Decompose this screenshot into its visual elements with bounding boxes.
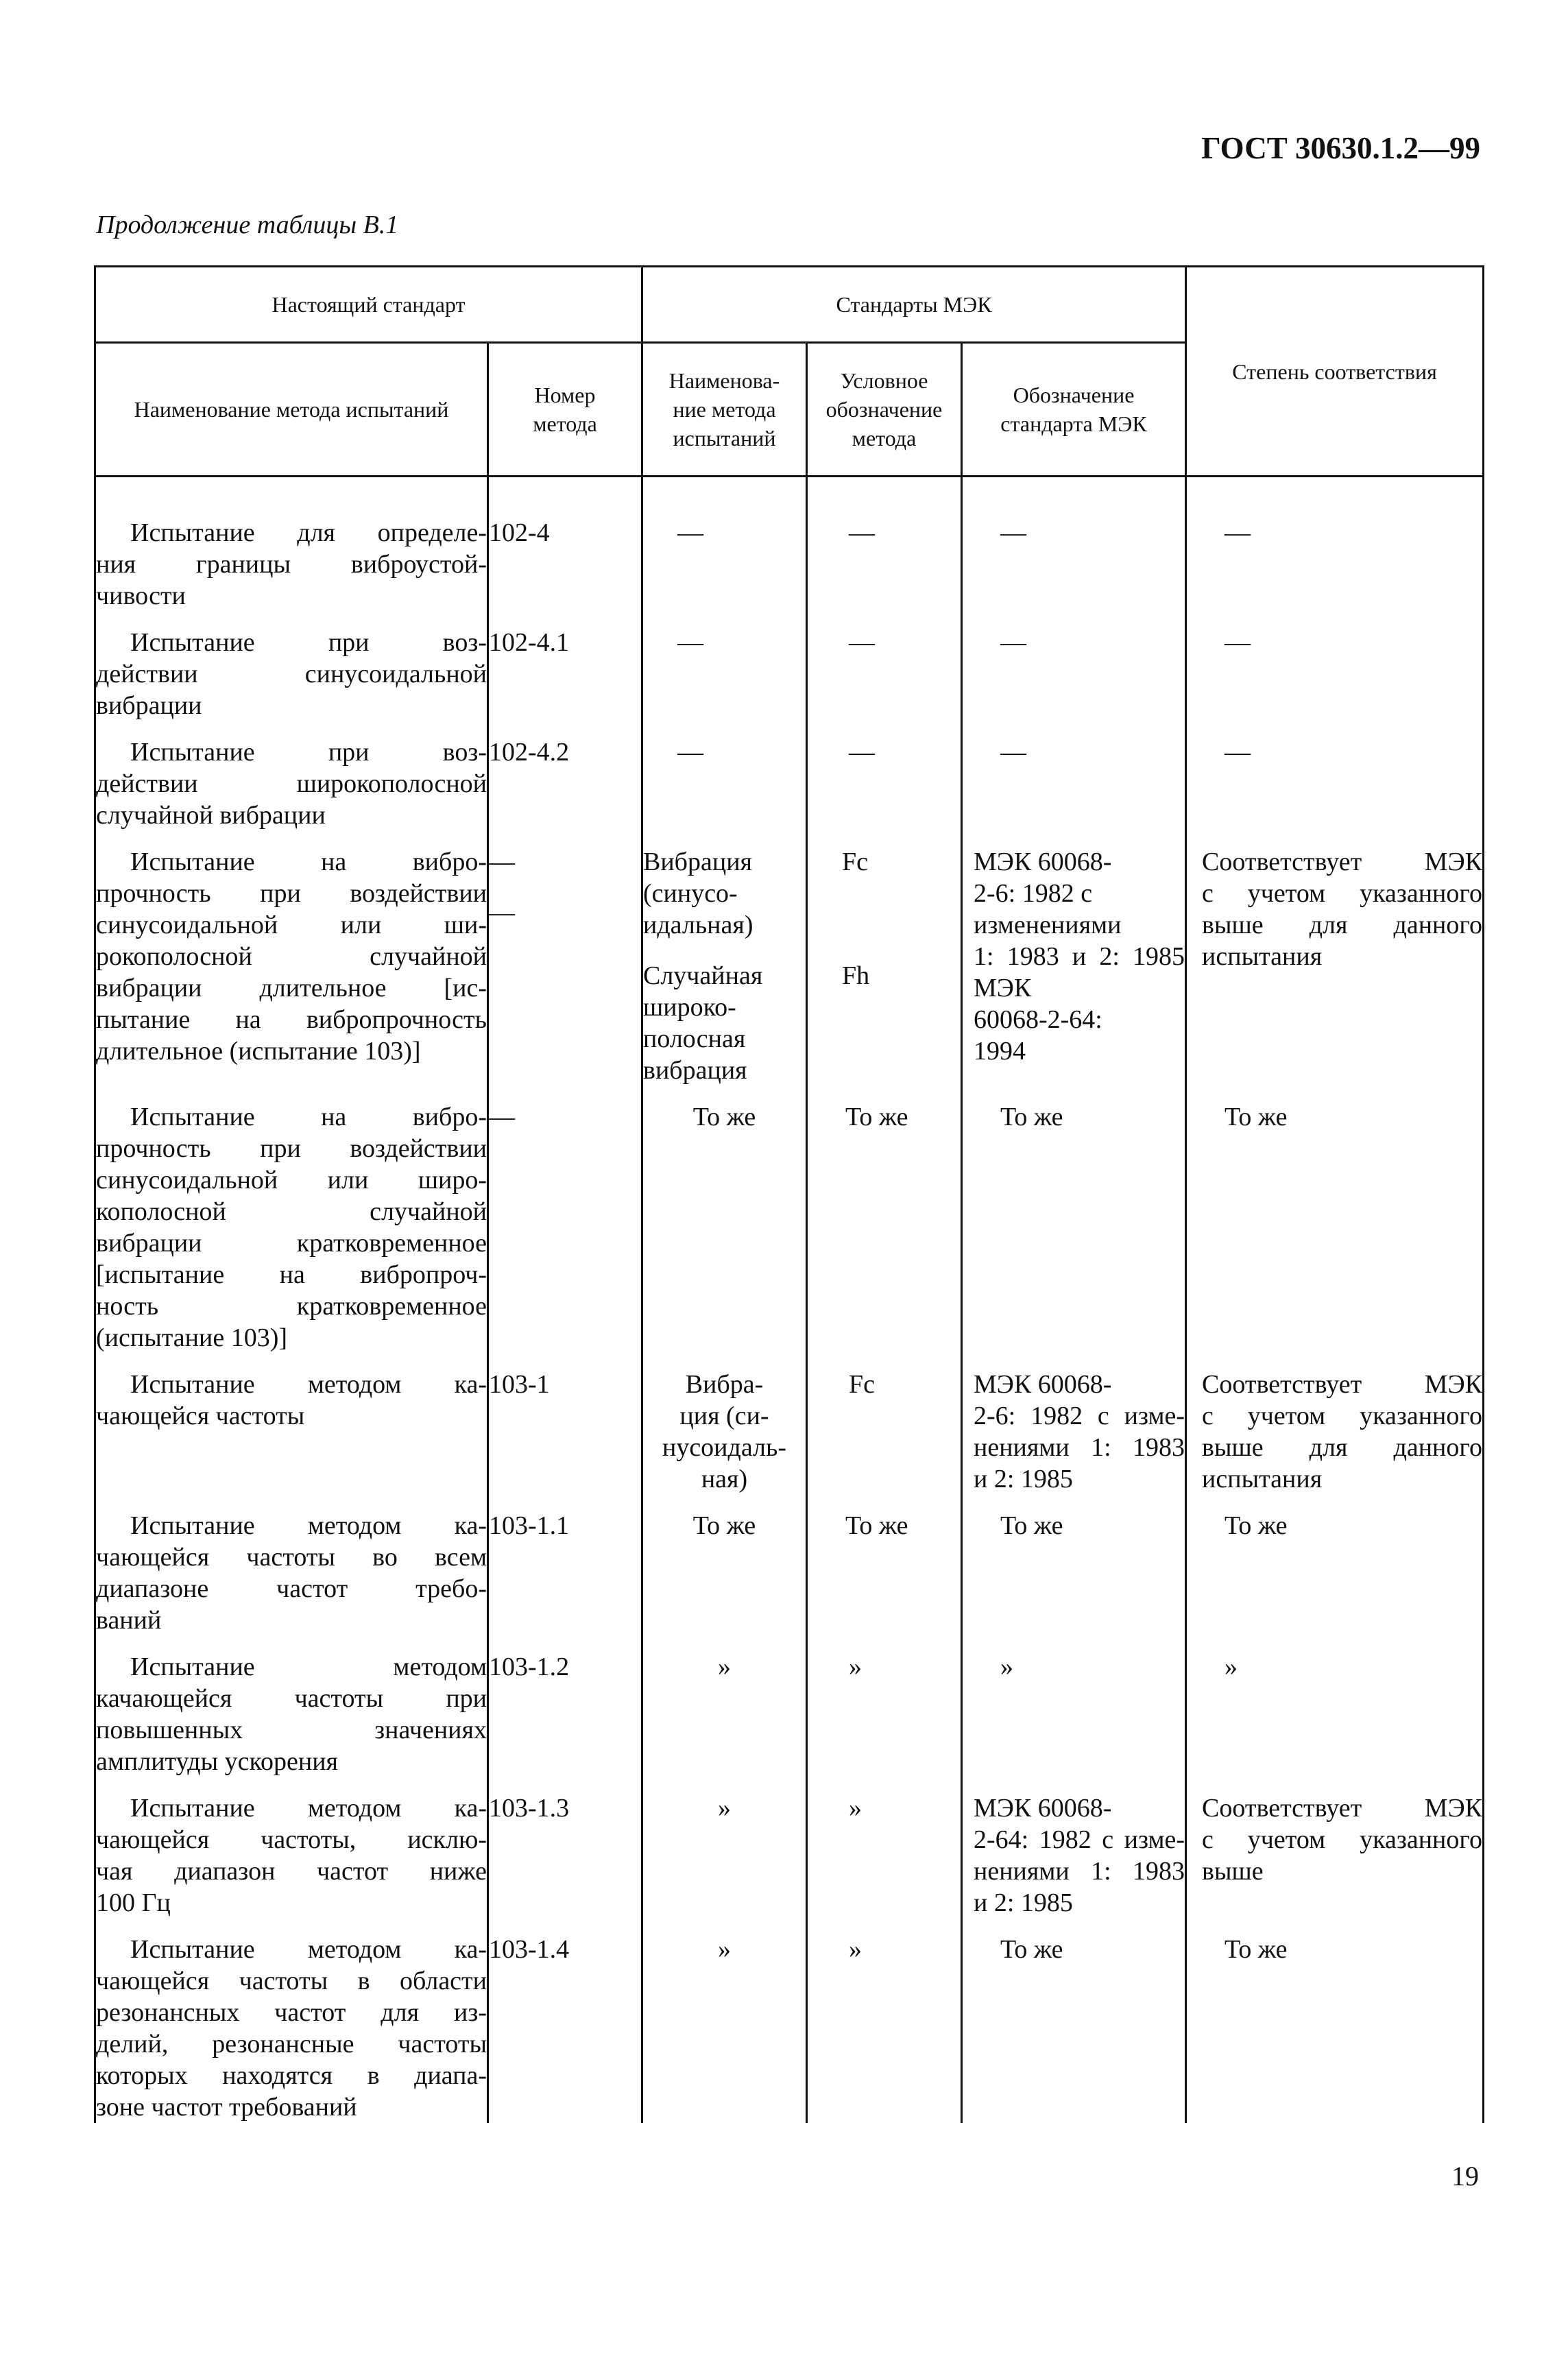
iec-standard-line: МЭК 60068- — [974, 1370, 1112, 1399]
row-gap-cell — [962, 1777, 1186, 1792]
row-gap-cell — [95, 721, 488, 736]
row-gap-cell — [962, 721, 1186, 736]
degree: То же — [1225, 1935, 1288, 1964]
degree: — — [1225, 628, 1251, 657]
method-name-line: резонансных частот для из- — [96, 1998, 487, 2027]
row-gap-cell — [95, 831, 488, 846]
method-code: » — [849, 1935, 862, 1964]
iec-method-name-cell — [642, 517, 807, 612]
degree-line: с учетом указанного — [1202, 879, 1483, 908]
method-number: — — [489, 1103, 515, 1131]
method-name-line: чающейся частоты в области — [96, 1967, 487, 1995]
iec-standard-cell — [962, 1510, 1186, 1636]
method-name-line: рокополосной случайной — [96, 942, 487, 971]
method-name-line: чивости — [96, 581, 186, 610]
spacer-cell — [962, 477, 1186, 518]
row-gap — [95, 831, 1484, 846]
method-name-line: синусоидальной или ши- — [96, 911, 487, 939]
gap — [842, 878, 961, 960]
iec-method-name-cell — [642, 1510, 807, 1636]
method-name-line: Испытание при воз- — [130, 738, 487, 767]
iec-method-name: — — [677, 628, 703, 657]
table-row — [95, 736, 1484, 831]
method-name-cell — [95, 1369, 488, 1495]
degree-cell — [1186, 517, 1484, 612]
page-number: 19 — [1451, 2161, 1479, 2191]
iec-standard-cell — [962, 1792, 1186, 1919]
method-code: — — [849, 628, 875, 657]
method-code: Fc — [842, 848, 868, 876]
iec-standard-line: МЭК 60068- — [974, 848, 1112, 876]
spacer-cell — [95, 477, 488, 518]
degree: — — [1225, 518, 1251, 547]
method-number: 103-1 — [489, 1370, 550, 1399]
row-gap — [95, 1636, 1484, 1651]
row-gap-cell — [488, 1086, 642, 1101]
spacer-cell — [1186, 477, 1484, 518]
iec-standard-line: нениями 1: 1983 — [974, 1433, 1185, 1462]
degree-cell — [1186, 627, 1484, 721]
method-name-line: синусоидальной или широ- — [96, 1166, 487, 1194]
header-code-line: обозначение — [825, 397, 943, 422]
row-gap-cell — [642, 1495, 807, 1510]
method-name-cell — [95, 736, 488, 831]
row-gap — [95, 1919, 1484, 1934]
method-name-cell — [95, 846, 488, 1086]
method-number: 103-1.2 — [489, 1653, 570, 1681]
iec-standard: То же — [1000, 1103, 1063, 1131]
document-code: ГОСТ 30630.1.2—99 — [1201, 131, 1480, 165]
method-name-line: амплитуды ускорения — [96, 1747, 339, 1776]
row-gap-cell — [488, 1495, 642, 1510]
degree-cell — [1186, 736, 1484, 831]
row-gap-cell — [807, 612, 962, 627]
degree-line: выше — [1202, 1857, 1264, 1886]
method-name-line: Испытание при воз- — [130, 628, 487, 657]
method-name-cell — [95, 1934, 488, 2123]
degree-line: выше для данного — [1202, 1433, 1483, 1462]
row-gap-cell — [807, 1086, 962, 1101]
row-gap-cell — [1186, 1354, 1484, 1369]
iec-method-name-line: ция (си- — [679, 1402, 769, 1430]
header-degree-text: Степень соответствия — [1232, 359, 1437, 384]
method-number: 103-1.4 — [489, 1935, 570, 1964]
method-number: — — [489, 898, 515, 927]
header-std-line: Обозначение — [1013, 383, 1135, 407]
iec-standard-cell — [962, 1101, 1186, 1354]
row-gap-cell — [1186, 1086, 1484, 1101]
method-name-line: чая диапазон частот ниже — [96, 1857, 487, 1886]
method-name-line: [испытание на вибропроч- — [96, 1260, 487, 1289]
iec-standard-line: МЭК — [974, 974, 1032, 1002]
row-gap-cell — [962, 1354, 1186, 1369]
header-iec-standards: Стандарты МЭК — [642, 267, 1186, 343]
degree: » — [1225, 1653, 1238, 1681]
degree-cell — [1186, 1792, 1484, 1919]
iec-method-name: » — [718, 1935, 731, 1964]
method-code-cell — [807, 1369, 962, 1495]
method-name-line: кополосной случайной — [96, 1197, 487, 1226]
method-name-line: Испытание методом ка- — [130, 1511, 487, 1540]
method-code-cell — [807, 517, 962, 612]
method-number-cell — [488, 1369, 642, 1495]
method-name-line: повышенных значениях — [96, 1716, 487, 1744]
row-gap-cell — [95, 1636, 488, 1651]
row-gap-cell — [488, 1919, 642, 1934]
method-name-line: (испытание 103)] — [96, 1323, 288, 1352]
iec-method-name-cell — [642, 1369, 807, 1495]
method-name-line: чающейся частоты, исклю- — [96, 1825, 487, 1854]
row-gap-cell — [488, 1354, 642, 1369]
row-gap-cell — [1186, 831, 1484, 846]
method-name-line: Испытание методом ка- — [130, 1935, 487, 1964]
iec-standard-cell — [962, 627, 1186, 721]
method-name-cell — [95, 1510, 488, 1636]
method-name-line: вибрации длительное [ис- — [96, 974, 487, 1002]
degree-cell — [1186, 1934, 1484, 2123]
iec-standard: — — [1000, 518, 1026, 547]
iec-standard-line: 2-6: 1982 с — [974, 879, 1093, 908]
method-number: 102-4.2 — [489, 738, 570, 767]
table-row — [95, 1934, 1484, 2123]
spacer-cell — [488, 477, 642, 518]
iec-standard-line: 60068-2-64: — [974, 1005, 1102, 1034]
comparison-table-wrapper — [94, 265, 1482, 2134]
table-row — [95, 1510, 1484, 1636]
method-name-line: действии синусоидальной — [96, 660, 487, 688]
row-gap-cell — [642, 1636, 807, 1651]
method-number: — — [489, 848, 515, 876]
row-gap-cell — [95, 1919, 488, 1934]
method-code-cell — [807, 1510, 962, 1636]
row-gap-cell — [807, 721, 962, 736]
iec-method-name-cell — [642, 1101, 807, 1354]
method-name-line: делий, резонансные частоты — [96, 2030, 487, 2058]
degree-line: Соответствует МЭК — [1202, 848, 1483, 876]
row-gap — [95, 1777, 1484, 1792]
iec-method-name-cell — [642, 736, 807, 831]
iec-standard-line: изменениями — [974, 911, 1122, 939]
method-code-cell — [807, 1651, 962, 1777]
table-row — [95, 627, 1484, 721]
method-name-line: которых находятся в диапа- — [96, 2061, 487, 2090]
gap — [489, 878, 641, 897]
degree-line: испытания — [1202, 942, 1323, 971]
header-std-line: стандарта МЭК — [1000, 411, 1147, 436]
method-code-cell — [807, 1934, 962, 2123]
degree-line: с учетом указанного — [1202, 1402, 1483, 1430]
row-gap-cell — [95, 1777, 488, 1792]
row-gap-cell — [488, 1777, 642, 1792]
row-gap-cell — [642, 1777, 807, 1792]
row-gap-cell — [488, 831, 642, 846]
table-body — [95, 477, 1484, 2124]
row-gap-cell — [807, 1636, 962, 1651]
iec-standard: — — [1000, 738, 1026, 767]
iec-method-name: То же — [692, 1103, 756, 1131]
header-iec-standard — [962, 343, 1186, 477]
table-row — [95, 1651, 1484, 1777]
method-name-line: Испытание для определе- — [130, 518, 487, 547]
method-number-cell — [488, 1934, 642, 2123]
method-code-cell — [807, 846, 962, 1086]
row-gap — [95, 612, 1484, 627]
method-name-cell — [95, 1792, 488, 1919]
table-row — [95, 1101, 1484, 1354]
iec-standard-line: 2-6: 1982 с изме- — [974, 1402, 1185, 1430]
comparison-table — [94, 265, 1484, 2123]
row-gap-cell — [642, 1919, 807, 1934]
method-number-cell — [488, 1792, 642, 1919]
header-code-line: Условное — [840, 368, 928, 393]
method-name-line: ность кратковременное — [96, 1292, 487, 1321]
method-name-line: Испытание методом ка- — [130, 1370, 487, 1399]
row-gap-cell — [807, 1777, 962, 1792]
method-number-cell — [488, 1651, 642, 1777]
row-gap-cell — [642, 721, 807, 736]
row-gap-cell — [962, 1086, 1186, 1101]
header-num-line: метода — [533, 411, 597, 436]
iec-standard-cell — [962, 1651, 1186, 1777]
iec-method-name-cell — [642, 846, 807, 1086]
row-gap-cell — [1186, 1636, 1484, 1651]
header-num-line: Номер — [534, 383, 596, 407]
row-gap-cell — [642, 612, 807, 627]
table-row — [95, 1792, 1484, 1919]
degree: То же — [1225, 1511, 1288, 1540]
degree-cell — [1186, 1369, 1484, 1495]
row-gap — [95, 1086, 1484, 1101]
table-continuation-caption: Продолжение таблицы В.1 — [96, 211, 399, 239]
method-name-cell — [95, 627, 488, 721]
method-name-line: Испытание методом ка- — [130, 1794, 487, 1823]
row-gap-cell — [807, 1919, 962, 1934]
method-code-cell — [807, 736, 962, 831]
method-code: » — [849, 1794, 862, 1823]
iec-method-name-cell — [642, 1934, 807, 2123]
method-number-cell — [488, 517, 642, 612]
row-gap-cell — [807, 831, 962, 846]
method-name-line: вибрации — [96, 691, 202, 720]
iec-standard-cell — [962, 1369, 1186, 1495]
row-gap-cell — [962, 1495, 1186, 1510]
degree-cell — [1186, 1510, 1484, 1636]
iec-method-name-line: Вибрация — [643, 848, 753, 876]
method-name-line: прочность при воздействии — [96, 1134, 487, 1163]
method-name-line: зоне частот требований — [96, 2093, 357, 2122]
iec-standard-line: 1994 — [974, 1037, 1026, 1066]
degree-cell — [1186, 1651, 1484, 1777]
method-number-cell — [488, 1510, 642, 1636]
spacer-cell — [642, 477, 807, 518]
method-name-cell — [95, 1101, 488, 1354]
iec-method-name: — — [677, 518, 703, 547]
method-code-cell — [807, 1792, 962, 1919]
iec-method-name: — — [677, 738, 703, 767]
degree: То же — [1225, 1103, 1288, 1131]
method-code: » — [849, 1653, 862, 1681]
degree-cell — [1186, 846, 1484, 1086]
iec-method-name-cell — [642, 1792, 807, 1919]
method-name-cell — [95, 517, 488, 612]
row-gap-cell — [1186, 612, 1484, 627]
method-number-cell — [488, 627, 642, 721]
table-top-spacer — [95, 477, 1484, 518]
table-row — [95, 517, 1484, 612]
row-gap-cell — [962, 1636, 1186, 1651]
method-number: 102-4.1 — [489, 628, 570, 657]
row-gap-cell — [95, 1354, 488, 1369]
header-method-name: Наименование метода испытаний — [95, 343, 488, 477]
row-gap-cell — [95, 1495, 488, 1510]
method-name-line: 100 Гц — [96, 1888, 171, 1917]
header-iec-name-line: испытаний — [673, 426, 776, 451]
iec-method-name-line: Случайная — [643, 961, 763, 990]
iec-method-name-line: (синусо- — [643, 879, 738, 908]
method-code: То же — [845, 1103, 908, 1131]
iec-method-name-line: нусоидаль- — [662, 1433, 787, 1462]
iec-standard-line: МЭК 60068- — [974, 1794, 1112, 1823]
header-degree — [1186, 267, 1484, 477]
iec-method-name-line: идальная) — [643, 911, 753, 939]
iec-method-name-line: вибрация — [643, 1056, 747, 1085]
degree: — — [1225, 738, 1251, 767]
iec-standard: То же — [1000, 1935, 1063, 1964]
method-code: Fh — [842, 961, 870, 990]
iec-standard-cell — [962, 1934, 1186, 2123]
row-gap — [95, 1354, 1484, 1369]
iec-method-name-line: Вибра- — [685, 1370, 764, 1399]
iec-method-name-cell — [642, 627, 807, 721]
iec-standard-line: 1: 1983 и 2: 1985 — [974, 942, 1185, 971]
method-number: 103-1.3 — [489, 1794, 570, 1823]
method-name-line: диапазоне частот требо- — [96, 1574, 487, 1603]
row-gap-cell — [95, 1086, 488, 1101]
header-method-number — [488, 343, 642, 477]
method-name-line: прочность при воздействии — [96, 879, 487, 908]
degree-line: Соответствует МЭК — [1202, 1794, 1483, 1823]
degree-line: Соответствует МЭК — [1202, 1370, 1483, 1399]
iec-method-name-cell — [642, 1651, 807, 1777]
degree-cell — [1186, 1101, 1484, 1354]
spacer-cell — [807, 477, 962, 518]
iec-method-name: » — [718, 1794, 731, 1823]
row-gap-cell — [807, 1495, 962, 1510]
method-name-line: ния границы виброустой- — [96, 550, 487, 579]
row-gap-cell — [488, 612, 642, 627]
row-gap — [95, 1495, 1484, 1510]
iec-standard-line: 2-64: 1982 с изме- — [974, 1825, 1185, 1854]
method-code: Fc — [849, 1370, 875, 1399]
row-gap-cell — [642, 1354, 807, 1369]
method-name-line: пытание на вибропрочность — [96, 1005, 487, 1034]
iec-method-name-line: широко- — [643, 993, 736, 1022]
method-name-line: длительное (испытание 103)] — [96, 1037, 421, 1066]
header-iec-name-line: Наименова- — [668, 368, 780, 393]
row-gap-cell — [642, 831, 807, 846]
method-code: — — [849, 738, 875, 767]
method-name-line: ваний — [96, 1606, 162, 1635]
table-row — [95, 846, 1484, 1086]
method-name-cell — [95, 1651, 488, 1777]
method-name-line: Испытание методом — [130, 1653, 487, 1681]
gap — [643, 941, 806, 960]
row-gap-cell — [95, 612, 488, 627]
iec-standard-cell — [962, 517, 1186, 612]
method-number-cell — [488, 1101, 642, 1354]
method-name-line: действии широкополосной — [96, 769, 487, 798]
iec-method-name-line: полосная — [643, 1024, 746, 1053]
iec-standard-line: и 2: 1985 — [974, 1888, 1073, 1917]
row-gap-cell — [962, 612, 1186, 627]
header-this-standard: Настоящий стандарт — [95, 267, 642, 343]
row-gap-cell — [1186, 1777, 1484, 1792]
method-name-line: случайной вибрации — [96, 801, 326, 830]
header-iec-method-name — [642, 343, 807, 477]
row-gap-cell — [962, 1919, 1186, 1934]
degree-line: с учетом указанного — [1202, 1825, 1483, 1854]
iec-standard: То же — [1000, 1511, 1063, 1540]
method-name-line: Испытание на вибро- — [130, 1103, 487, 1131]
header-method-code — [807, 343, 962, 477]
header-iec-name-line: ние метода — [673, 397, 776, 422]
row-gap-cell — [1186, 1919, 1484, 1934]
degree-line: испытания — [1202, 1465, 1323, 1493]
table-row — [95, 1369, 1484, 1495]
method-number-cell — [488, 736, 642, 831]
iec-standard-line: и 2: 1985 — [974, 1465, 1073, 1493]
method-number: 103-1.1 — [489, 1511, 570, 1540]
iec-standard: » — [1000, 1653, 1013, 1681]
header-code-line: метода — [852, 426, 917, 451]
row-gap-cell — [962, 831, 1186, 846]
method-name-line: чающейся частоты во всем — [96, 1543, 487, 1572]
row-gap-cell — [1186, 721, 1484, 736]
method-name-line: Испытание на вибро- — [130, 848, 487, 876]
iec-standard: — — [1000, 628, 1026, 657]
iec-method-name: » — [718, 1653, 731, 1681]
method-name-line: качающейся частоты при — [96, 1684, 487, 1713]
degree-line: выше для данного — [1202, 911, 1483, 939]
row-gap — [95, 721, 1484, 736]
iec-method-name-line: ная) — [701, 1465, 748, 1493]
method-code: — — [849, 518, 875, 547]
row-gap-cell — [488, 721, 642, 736]
row-gap-cell — [488, 1636, 642, 1651]
row-gap-cell — [642, 1086, 807, 1101]
iec-standard-line: нениями 1: 1983 — [974, 1857, 1185, 1886]
iec-standard-cell — [962, 736, 1186, 831]
method-name-line: чающейся частоты — [96, 1402, 305, 1430]
method-code-cell — [807, 1101, 962, 1354]
method-code: То же — [845, 1511, 908, 1540]
iec-standard-cell — [962, 846, 1186, 1086]
row-gap-cell — [807, 1354, 962, 1369]
method-code-cell — [807, 627, 962, 721]
row-gap-cell — [1186, 1495, 1484, 1510]
iec-method-name: То же — [692, 1511, 756, 1540]
method-name-line: вибрации кратковременное — [96, 1229, 487, 1258]
method-number-cell — [488, 846, 642, 1086]
header-group-row — [95, 267, 1484, 343]
method-number: 102-4 — [489, 518, 550, 547]
